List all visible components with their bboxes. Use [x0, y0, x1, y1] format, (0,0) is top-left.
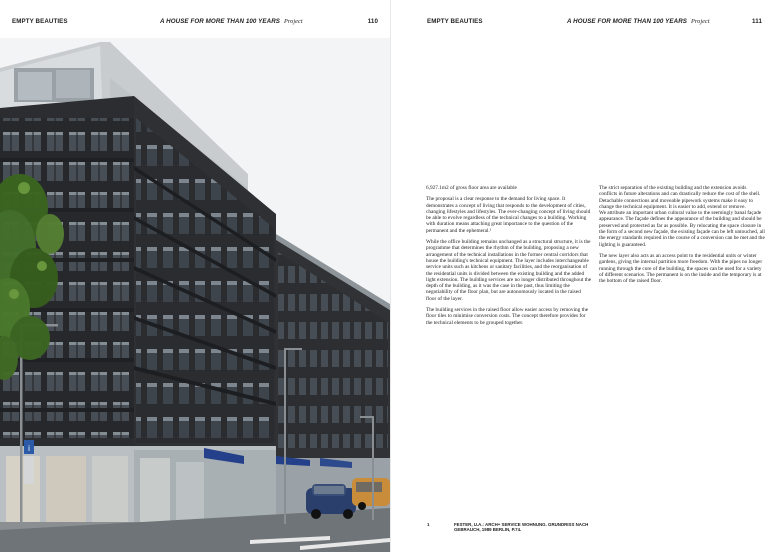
section-label: Project: [284, 18, 303, 25]
paragraph: The new layer also acts as an access point to the residential units or winter gardens, giving the internal partition more freedom. With the pipes no longer running through the core of the building, the spaces can be used for a variety of different scenarios. The permanent is on the inside and the temporary is at the bottom of the raised floor.: [599, 252, 763, 285]
section-title: [567, 18, 710, 25]
paragraph: While the office building remains unchanged as a structural structure, it is the programme that determines the rhythm of the building, proposing a new arrangement of the technical installations in the former central corridors that house the building's technical equipment. The layer includes interchangeable service units such as kitchens or sanitary facilities, and the reorganisation of the residential units is divided between the existing building and the added light extension. The building services are no longer distributed throughout the depth of the building, as it was the case in the past, thus limiting the negotiability of the floor plan, but are autonomously located in the raised floor of the layer.: [426, 239, 592, 302]
text-column-left: [426, 185, 592, 331]
footnote-text: FESTER, U.A.: ARCH+ SERVICE WOHNUNG. GRUNDRISS NACH GEBRAUCH, 1989 BERLIN, P.74.: [454, 522, 589, 533]
paragraph: The proposal is a clear response to the demand for living space. It demonstrates a concept of living that responds to the development of cities, changing lifestyles and lifestyles. The ever-changing concept of living should be able to evolve regardless of the technical changes to a building. Working with duration means attaching great importance to the question of the permanent and the ephemeral.¹: [426, 196, 591, 234]
paragraph: 6,927.1m2 of gross floor area are available: [426, 185, 517, 191]
building-facade-photo: [0, 38, 390, 552]
section-title-text: A HOUSE FOR MORE THAN 100 YEARS: [160, 18, 280, 25]
section-title: [160, 18, 303, 25]
page-number: 110: [367, 18, 378, 25]
text-column-right: [599, 185, 765, 289]
sign-letter: i: [28, 444, 30, 453]
paragraph: The building services in the raised floor allow easier access by removing the floor tiles to minimise conversion costs. The concept therefore provides for the technical elements to be grouped together.: [426, 307, 589, 326]
footnote-number: 1: [427, 522, 430, 527]
car-blue: [306, 484, 356, 519]
section-title-text: A HOUSE FOR MORE THAN 100 YEARS: [567, 18, 687, 25]
right-page: [390, 0, 780, 552]
book-title: EMPTY BEAUTIES: [12, 18, 68, 25]
right-page-header: [391, 18, 780, 30]
book-title: EMPTY BEAUTIES: [427, 18, 483, 25]
left-page-header: [0, 18, 390, 30]
page-number: 111: [752, 18, 762, 25]
section-label: Project: [691, 18, 710, 25]
paragraph: The strict separation of the existing building and the extension avoids conflicts in future alterations and can drastically reduce the cost of the shell. Detachable connections and moveable pipework systems make it easy to change the technical equipment. It is easier to add, extend or remove. We attribute an important urban cultural value to the seemingly banal façade appearance. The façade defines the appearance of the building and should be preserved and protected as far as possible. By relocating the space closure in the form of a second new façade, the existing façade can be left untouched, all the energy standards required in the course of a conversion can be met and the lighting is guaranteed.: [599, 185, 765, 248]
car-orange: [352, 478, 390, 510]
